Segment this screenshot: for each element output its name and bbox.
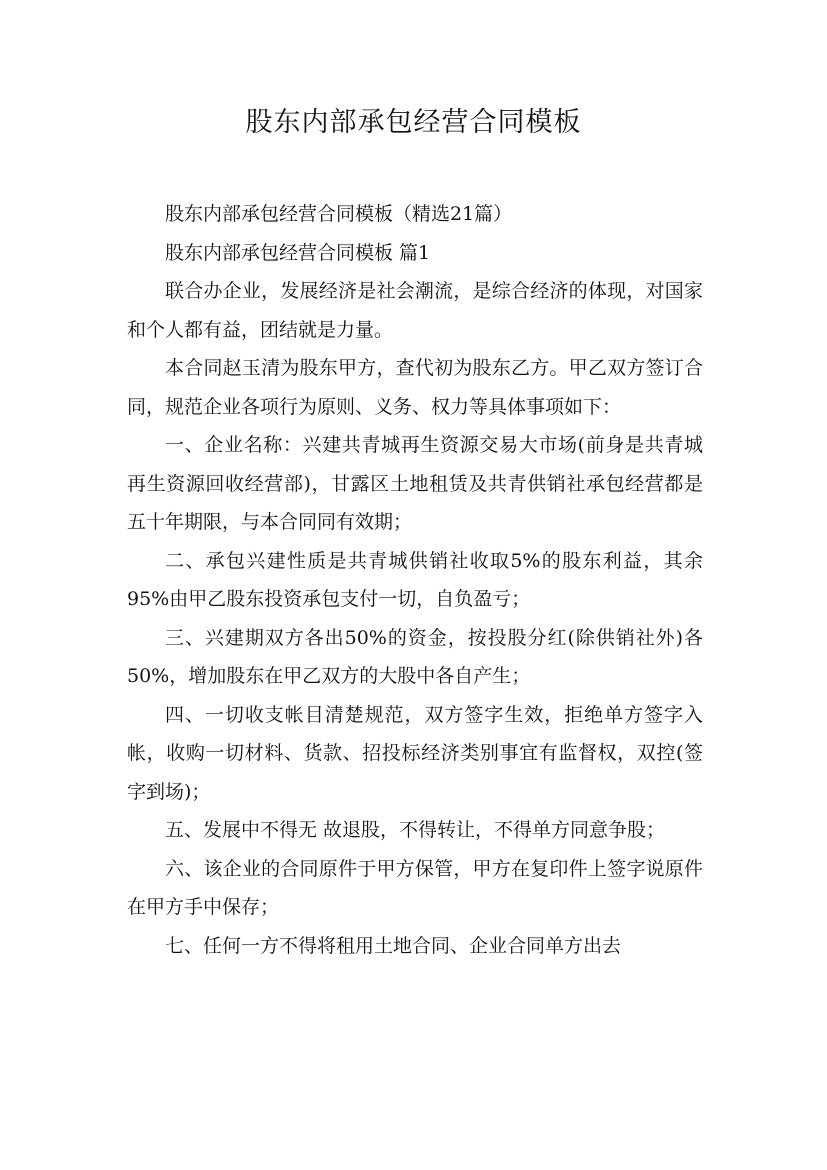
paragraph: 三、兴建期双方各出50%的资金，按投股分红(除供销社外)各50%，增加股东在甲乙双方的大股中各自产生； — [127, 626, 703, 687]
paragraph: 本合同赵玉清为股东甲方，查代初为股东乙方。甲乙双方签订合同，规范企业各项行为原则、义务、权力等具体事项如下： — [127, 357, 703, 418]
paragraph: 七、任何一方不得将租用土地合同、企业合同单方出去 — [165, 934, 622, 957]
paragraph: 联合办企业，发展经济是社会潮流，是综合经济的体现，对国家和个人都有益，团结就是力量。 — [127, 280, 703, 341]
paragraph: 五、发展中不得无 故退股，不得转让，不得单方同意争股； — [165, 819, 666, 841]
paragraph: 四、一切收支帐目清楚规范，双方签字生效，拒绝单方签字入帐，收购一切材料、货款、招投标经济类别事宜有监督权，双控(签字到场)； — [127, 703, 703, 803]
document-body — [127, 195, 703, 965]
paragraph: 六、该企业的合同原件于甲方保管，甲方在复印件上签字说原件在甲方手中保存； — [127, 857, 703, 918]
paragraph: 股东内部承包经营合同模板（精选21篇） — [165, 203, 513, 225]
paragraph: 股东内部承包经营合同模板 篇1 — [165, 241, 431, 264]
paragraph: 二、承包兴建性质是共青城供销社收取5%的股东利益，其余95%由甲乙股东投资承包支付一切，自负盈亏； — [127, 549, 703, 610]
paragraph: 一、企业名称：兴建共青城再生资源交易大市场(前身是共青城再生资源回收经营部)，甘露区土地租赁及共青供销社承包经营都是五十年期限，与本合同同有效期； — [127, 434, 703, 533]
document-title: 股东内部承包经营合同模板 — [245, 107, 582, 138]
